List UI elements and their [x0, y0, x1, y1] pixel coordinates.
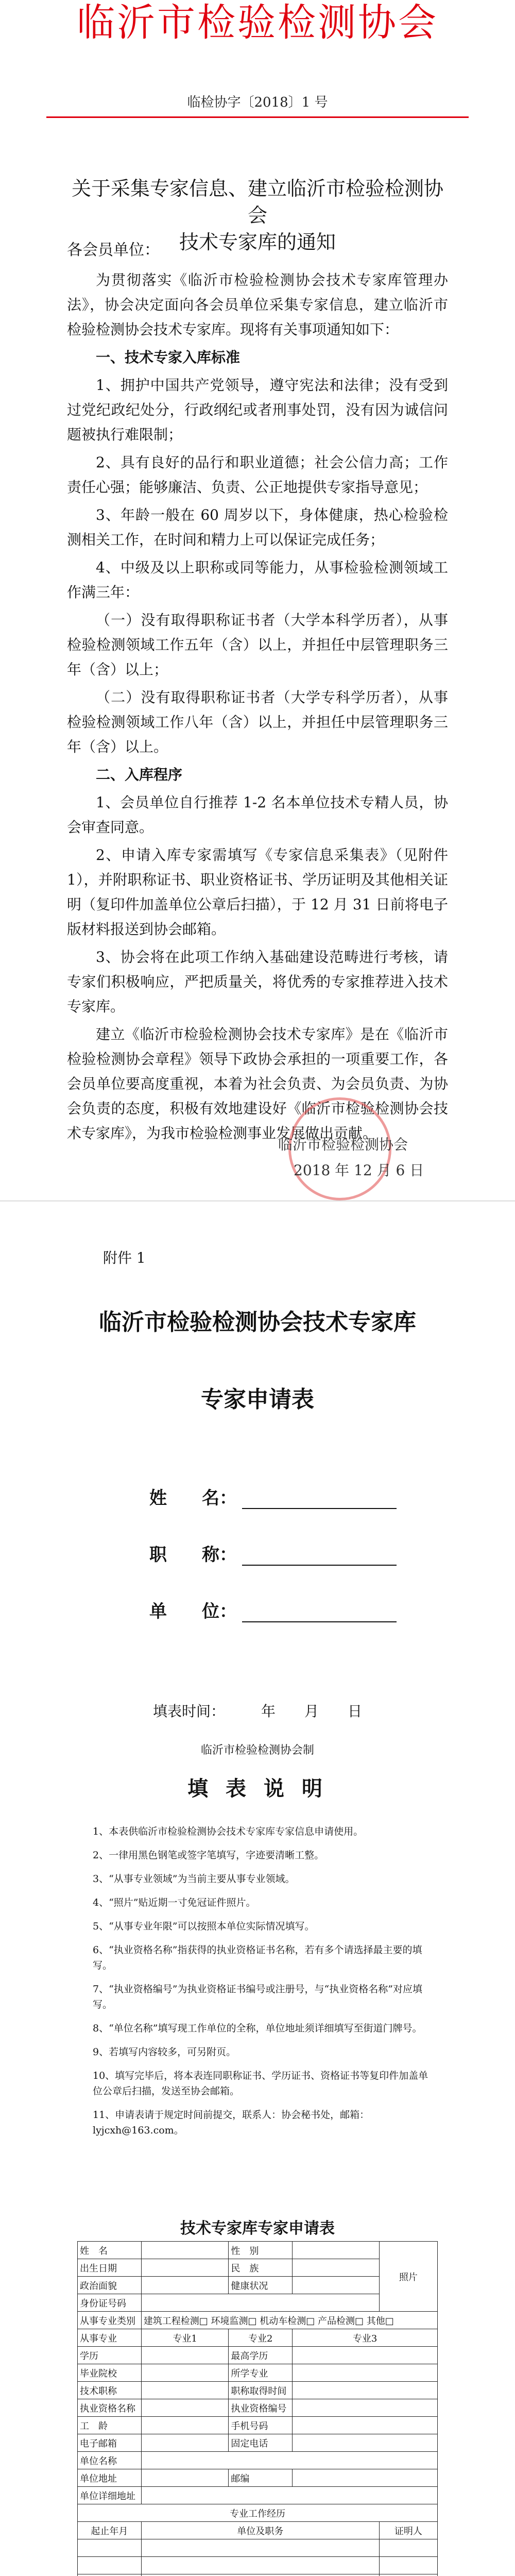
form-cell[interactable] — [379, 2574, 437, 2576]
instruction-item: 8、“单位名称”填写现工作单位的全称，单位地址须详细填写至街道门牌号。 — [93, 2023, 422, 2034]
instructions-title: 填 表 说 明 — [187, 1776, 328, 1801]
instruction-item: 1、本表供临沂市检验检测协会技术专家库专家信息申请使用。 — [93, 1826, 364, 1837]
red-divider — [46, 116, 469, 118]
form-label: 专业1 — [141, 2329, 229, 2347]
table-row — [78, 2382, 438, 2399]
page-separator — [0, 1200, 515, 1201]
paragraph: 1、会员单位自行推荐 1-2 名本单位技术专精人员，协会审查同意。 — [67, 794, 448, 836]
form-label: 单位详细地址 — [78, 2487, 142, 2504]
form-label: 毕业院校 — [78, 2364, 142, 2382]
form-label: 出生日期 — [78, 2259, 142, 2277]
table-row — [78, 2434, 438, 2452]
form-cell[interactable] — [141, 2259, 229, 2277]
form-cell[interactable] — [141, 2539, 379, 2557]
title-line[interactable] — [242, 1549, 397, 1566]
photo-box[interactable]: 照片 — [379, 2242, 437, 2312]
form-cell[interactable] — [141, 2557, 379, 2574]
form-cell[interactable] — [293, 2347, 438, 2364]
paragraph: （一）没有取得职称证书者（大学本科学历者），从事检验检测领域工作五年（含）以上，并担任中层管理职务三年（含）以上； — [67, 612, 448, 678]
form-cell[interactable] — [379, 2539, 437, 2557]
form-cell[interactable] — [293, 2277, 379, 2294]
section-heading: 一、技术专家入库标准 — [96, 349, 241, 366]
work-row — [78, 2539, 438, 2557]
table-row — [78, 2242, 438, 2259]
form-cell[interactable] — [293, 2382, 438, 2399]
paragraph: 2、申请入库专家需填写《专家信息采集表》（见附件1），并附职称证书、职业资格证书、学历证明及其他相关证明（复印件加盖单位公章后扫描），于 12 月 31 日前将电子版材料报送到协会邮箱。 — [67, 846, 448, 938]
work-col: 起止年月 — [78, 2522, 142, 2539]
category-options[interactable]: 建筑工程检测□ 环境监测□ 机动车检测□ 产品检测□ 其他□ — [141, 2312, 437, 2329]
maker: 临沂市检验检测协会制 — [200, 1744, 314, 1757]
form-label: 民 族 — [229, 2259, 293, 2277]
form-cell[interactable] — [293, 2259, 379, 2277]
form-cell[interactable] — [141, 2399, 229, 2417]
fill-date: 填表时间： 年 月 日 — [152, 1703, 362, 1720]
form-cell[interactable] — [141, 2294, 379, 2312]
signature-date: 2018 年 12 月 6 日 — [294, 1162, 424, 1179]
notice-title-line-2: 技术专家库的通知 — [179, 231, 336, 253]
unit-label: 单 位： — [149, 1601, 237, 1622]
form-label: 单位名称 — [78, 2452, 142, 2469]
instruction-item: 10、填写完毕后，将本表连同职称证书、学历证书、资格证书等复印件加盖单位公章后扫描，发送至协会邮箱。 — [93, 2070, 428, 2097]
table-row — [78, 2399, 438, 2417]
paragraph: 为贯彻落实《临沂市检验检测协会技术专家库管理办法》，协会决定面向各会员单位采集专家信息，建立临沂市检验检测协会技术专家库。现将有关事项通知如下： — [67, 272, 448, 338]
form-cell[interactable] — [141, 2382, 229, 2399]
work-row — [78, 2557, 438, 2574]
work-header: 专业工作经历 — [78, 2504, 438, 2522]
form-title: 技术专家库专家申请表 — [180, 2219, 335, 2238]
table-row — [78, 2504, 438, 2522]
instruction-item: 3、“从事专业领域”为当前主要从事专业领域。 — [93, 1873, 295, 1885]
form-cell[interactable] — [78, 2557, 142, 2574]
attachment-title: 临沂市检验检测协会技术专家库 — [99, 1309, 416, 1335]
form-label: 专业2 — [229, 2329, 293, 2347]
work-row — [78, 2574, 438, 2576]
attachment-subtitle: 专家申请表 — [201, 1386, 314, 1413]
instruction-item: 5、“从事专业年限”可以按照本单位实际情况填写。 — [93, 1921, 315, 1932]
form-label: 执业资格编号 — [229, 2399, 293, 2417]
form-label: 固定电话 — [229, 2434, 293, 2452]
form-label: 学历 — [78, 2347, 142, 2364]
form-cell[interactable] — [78, 2574, 142, 2576]
paragraph: （二）没有取得职称证书者（大学专科学历者），从事检验检测领域工作八年（含）以上，并担任中层管理职务三年（含）以上。 — [67, 689, 448, 755]
table-row — [78, 2522, 438, 2539]
table-row — [78, 2487, 438, 2504]
application-form — [77, 2241, 438, 2576]
form-cell[interactable] — [141, 2487, 437, 2504]
signature-org: 临沂市检验检测协会 — [278, 1136, 408, 1153]
paragraph: 1、拥护中国共产党领导，遵守宪法和法律；没有受到过党纪政纪处分，行政纲纪或者刑事处罚，没有因为诚信问题被执行难限制； — [67, 377, 448, 443]
paragraph: 3、年龄一般在 60 周岁以下，身体健康，热心检验检测相关工作，在时间和精力上可以保证完成任务； — [67, 506, 448, 548]
table-row — [78, 2347, 438, 2364]
title-label: 职 称： — [149, 1545, 237, 1565]
name-label: 姓 名： — [149, 1488, 237, 1509]
org-title: 临沂市检验检测协会 — [77, 1, 438, 45]
form-cell[interactable] — [293, 2364, 438, 2382]
form-label: 电子邮箱 — [78, 2434, 142, 2452]
form-label: 手机号码 — [229, 2417, 293, 2434]
form-cell[interactable] — [78, 2539, 142, 2557]
table-row — [78, 2417, 438, 2434]
name-field[interactable] — [149, 1484, 397, 1509]
form-label: 性 别 — [229, 2242, 293, 2259]
name-line[interactable] — [242, 1493, 397, 1509]
form-cell[interactable] — [293, 2469, 438, 2487]
form-cell[interactable] — [141, 2277, 229, 2294]
unit-field[interactable] — [149, 1597, 397, 1622]
unit-line[interactable] — [242, 1606, 397, 1622]
form-label: 单位地址 — [78, 2469, 142, 2487]
form-label: 健康状况 — [229, 2277, 293, 2294]
masthead — [0, 0, 515, 48]
work-col: 证明人 — [379, 2522, 437, 2539]
instruction-item: 6、“执业资格名称”指获得的执业资格证书名称，若有多个请选择最主要的填写。 — [93, 1944, 422, 1971]
form-label: 政治面貌 — [78, 2277, 142, 2294]
form-label: 身份证号码 — [78, 2294, 142, 2312]
form-cell[interactable] — [141, 2452, 437, 2469]
form-label: 姓 名 — [78, 2242, 142, 2259]
form-cell[interactable] — [141, 2242, 229, 2259]
paragraph: 3、协会将在此项工作纳入基础建设范畴进行考核，请专家们积极响应，严把质量关，将优秀的专家推荐进入技术专家库。 — [67, 948, 448, 1015]
doc-number: 临检协字〔2018〕1 号 — [187, 95, 328, 110]
form-cell[interactable] — [141, 2347, 229, 2364]
table-row — [78, 2469, 438, 2487]
table-row — [78, 2364, 438, 2382]
form-label: 邮编 — [229, 2469, 293, 2487]
form-label: 专业3 — [293, 2329, 438, 2347]
form-cell[interactable] — [141, 2574, 379, 2576]
notice-body — [67, 268, 448, 1149]
form-label: 从事专业 — [78, 2329, 142, 2347]
form-label: 技术职称 — [78, 2382, 142, 2399]
form-label: 从事专业类别 — [78, 2312, 142, 2329]
form-cell[interactable] — [141, 2434, 229, 2452]
form-cell[interactable] — [141, 2364, 229, 2382]
instructions-list — [93, 1824, 433, 2146]
table-row — [78, 2452, 438, 2469]
form-label: 所学专业 — [229, 2364, 293, 2382]
instruction-item: 11、申请表请于规定时间前提交，联系人：协会秘书处，邮箱：lyjcxh@163.com。 — [93, 2109, 370, 2136]
attachment-label: 附件 1 — [103, 1249, 146, 1266]
form-label: 工 龄 — [78, 2417, 142, 2434]
form-cell[interactable] — [379, 2557, 437, 2574]
title-field[interactable] — [149, 1540, 397, 1566]
form-cell[interactable] — [293, 2399, 438, 2417]
instruction-item: 2、一律用黑色钢笔或签字笔填写，字迹要清晰工整。 — [93, 1850, 324, 1861]
form-label: 最高学历 — [229, 2347, 293, 2364]
paragraph: 建立《临沂市检验检测协会技术专家库》是在《临沂市检验检测协会章程》领导下政协会承担的一项重要工作，各会员单位要高度重视，本着为社会负责、为会员负责、为协会负责的态度，积极有效地建设好《临沂市检验检测协会技术专家库》，为我市检验检测事业发展做出贡献。 — [67, 1026, 448, 1142]
notice-title-line-1: 关于采集专家信息、建立临沂市检验检测协会 — [71, 177, 443, 227]
form-cell[interactable] — [293, 2434, 438, 2452]
instruction-item: 7、“执业资格编号”为执业资格证书编号或注册号，与“执业资格名称”对应填写。 — [93, 1984, 422, 2010]
salutation: 各会员单位： — [67, 241, 160, 259]
form-cell[interactable] — [293, 2242, 379, 2259]
paragraph: 2、具有良好的品行和职业道德；社会公信力高；工作责任心强；能够廉洁、负责、公正地提供专家指导意见； — [67, 454, 448, 496]
form-cell[interactable] — [141, 2417, 229, 2434]
section-heading: 二、入库程序 — [96, 766, 183, 783]
form-label: 职称取得时间 — [229, 2382, 293, 2399]
paragraph: 4、中级及以上职称或同等能力，从事检验检测领域工作满三年： — [67, 559, 448, 601]
work-col: 单位及职务 — [141, 2522, 379, 2539]
instruction-item: 4、“照片”贴近期一寸免冠证件照片。 — [93, 1897, 256, 1908]
form-label: 执业资格名称 — [78, 2399, 142, 2417]
form-cell[interactable] — [293, 2417, 438, 2434]
table-row — [78, 2312, 438, 2329]
table-row — [78, 2329, 438, 2347]
instruction-item: 9、若填写内容较多，可另附页。 — [93, 2046, 236, 2058]
form-cell[interactable] — [141, 2469, 229, 2487]
